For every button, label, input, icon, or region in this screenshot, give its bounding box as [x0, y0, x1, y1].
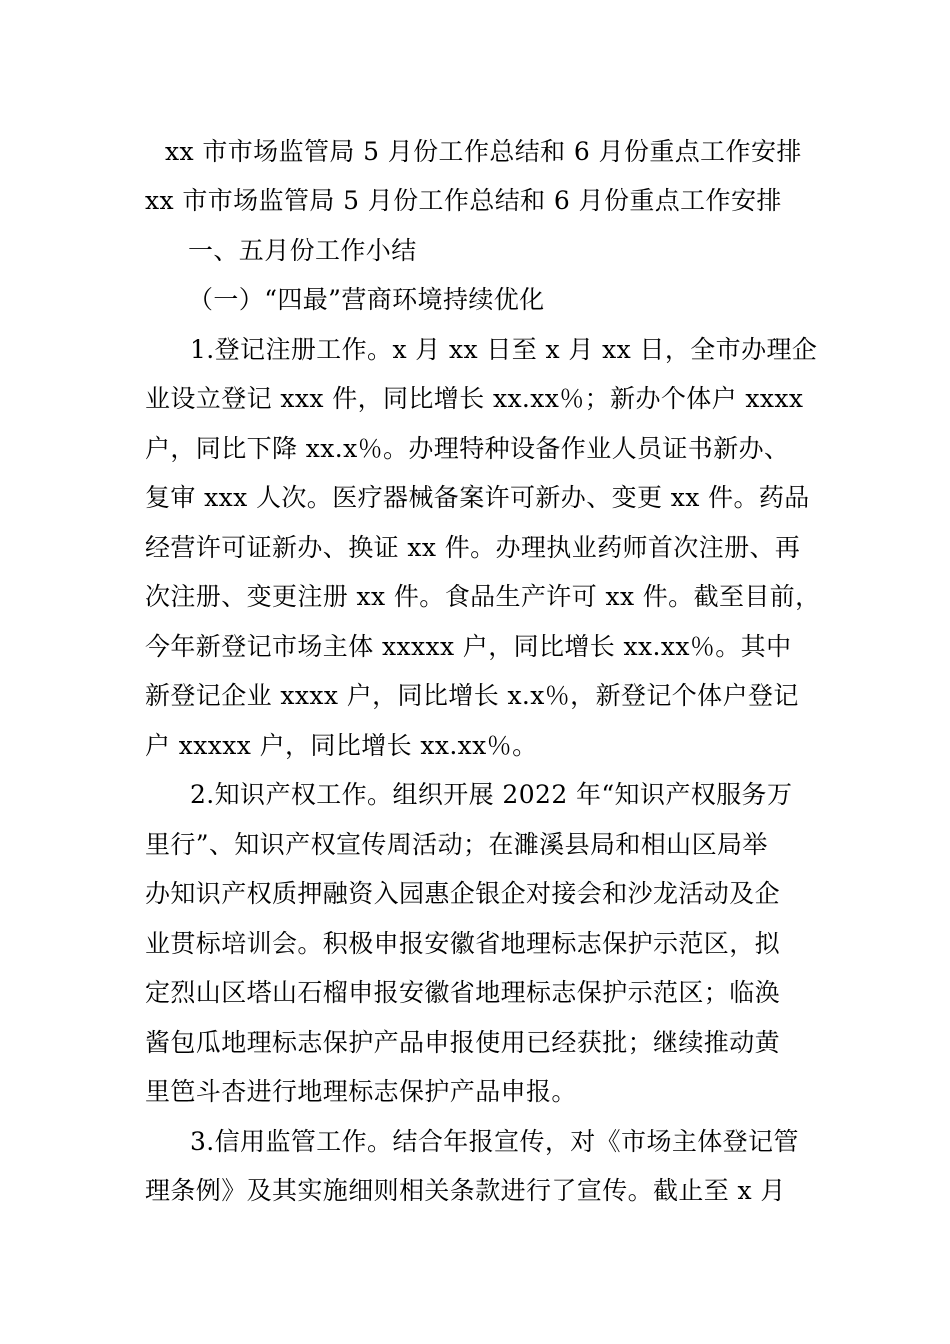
paragraph-2-line: 办知识产权质押融资入园惠企银企对接会和沙龙活动及企 [145, 879, 781, 908]
paragraph-1-line: 新登记企业 xxxx 户，同比增长 x.x％，新登记个体户登记 [145, 681, 799, 710]
document-subtitle: xx 市市场监管局 5 月份工作总结和 6 月份重点工作安排 [145, 186, 782, 215]
paragraph-1-line: 户 xxxxx 户，同比增长 xx.xx％。 [145, 731, 538, 760]
paragraph-2-line: 2.知识产权工作。组织开展 2022 年“知识产权服务万 [190, 780, 793, 809]
paragraph-1-line: 次注册、变更注册 xx 件。食品生产许可 xx 件。截至目前， [145, 582, 821, 611]
paragraph-1-line: 业设立登记 xxx 件，同比增长 xx.xx％；新办个体户 xxxx [145, 384, 804, 413]
paragraph-2-line: 里笆斗杏进行地理标志保护产品申报。 [145, 1077, 577, 1106]
paragraph-1-line: 复审 xxx 人次。医疗器械备案许可新办、变更 xx 件。药品 [145, 483, 810, 512]
subsection-heading: （一）“四最”营商环境持续优化 [188, 285, 545, 314]
paragraph-1-line: 今年新登记市场主体 xxxxx 户，同比增长 xx.xx％。其中 [145, 632, 792, 661]
paragraph-2-line: 定烈山区塔山石榴申报安徽省地理标志保护示范区；临涣 [145, 978, 781, 1007]
paragraph-2-line: 酱包瓜地理标志保护产品申报使用已经获批；继续推动黄 [145, 1028, 781, 1057]
document-title: xx 市市场监管局 5 月份工作总结和 6 月份重点工作安排 [165, 137, 802, 166]
paragraph-3-line: 理条例》及其实施细则相关条款进行了宣传。截止至 x 月 [145, 1176, 786, 1205]
paragraph-1-line: 1.登记注册工作。x 月 xx 日至 x 月 xx 日，全市办理企 [190, 335, 818, 364]
paragraph-1-line: 经营许可证新办、换证 xx 件。办理执业药师首次注册、再 [145, 533, 801, 562]
paragraph-2-line: 业贯标培训会。积极申报安徽省地理标志保护示范区，拟 [145, 929, 781, 958]
paragraph-2-line: 里行”、知识产权宣传周活动；在濉溪县局和相山区局举 [145, 830, 768, 859]
section-heading: 一、五月份工作小结 [188, 236, 417, 265]
paragraph-3-line: 3.信用监管工作。结合年报宣传，对《市场主体登记管 [190, 1127, 799, 1156]
paragraph-1-line: 户，同比下降 xx.x％。办理特种设备作业人员证书新办、 [145, 434, 790, 463]
